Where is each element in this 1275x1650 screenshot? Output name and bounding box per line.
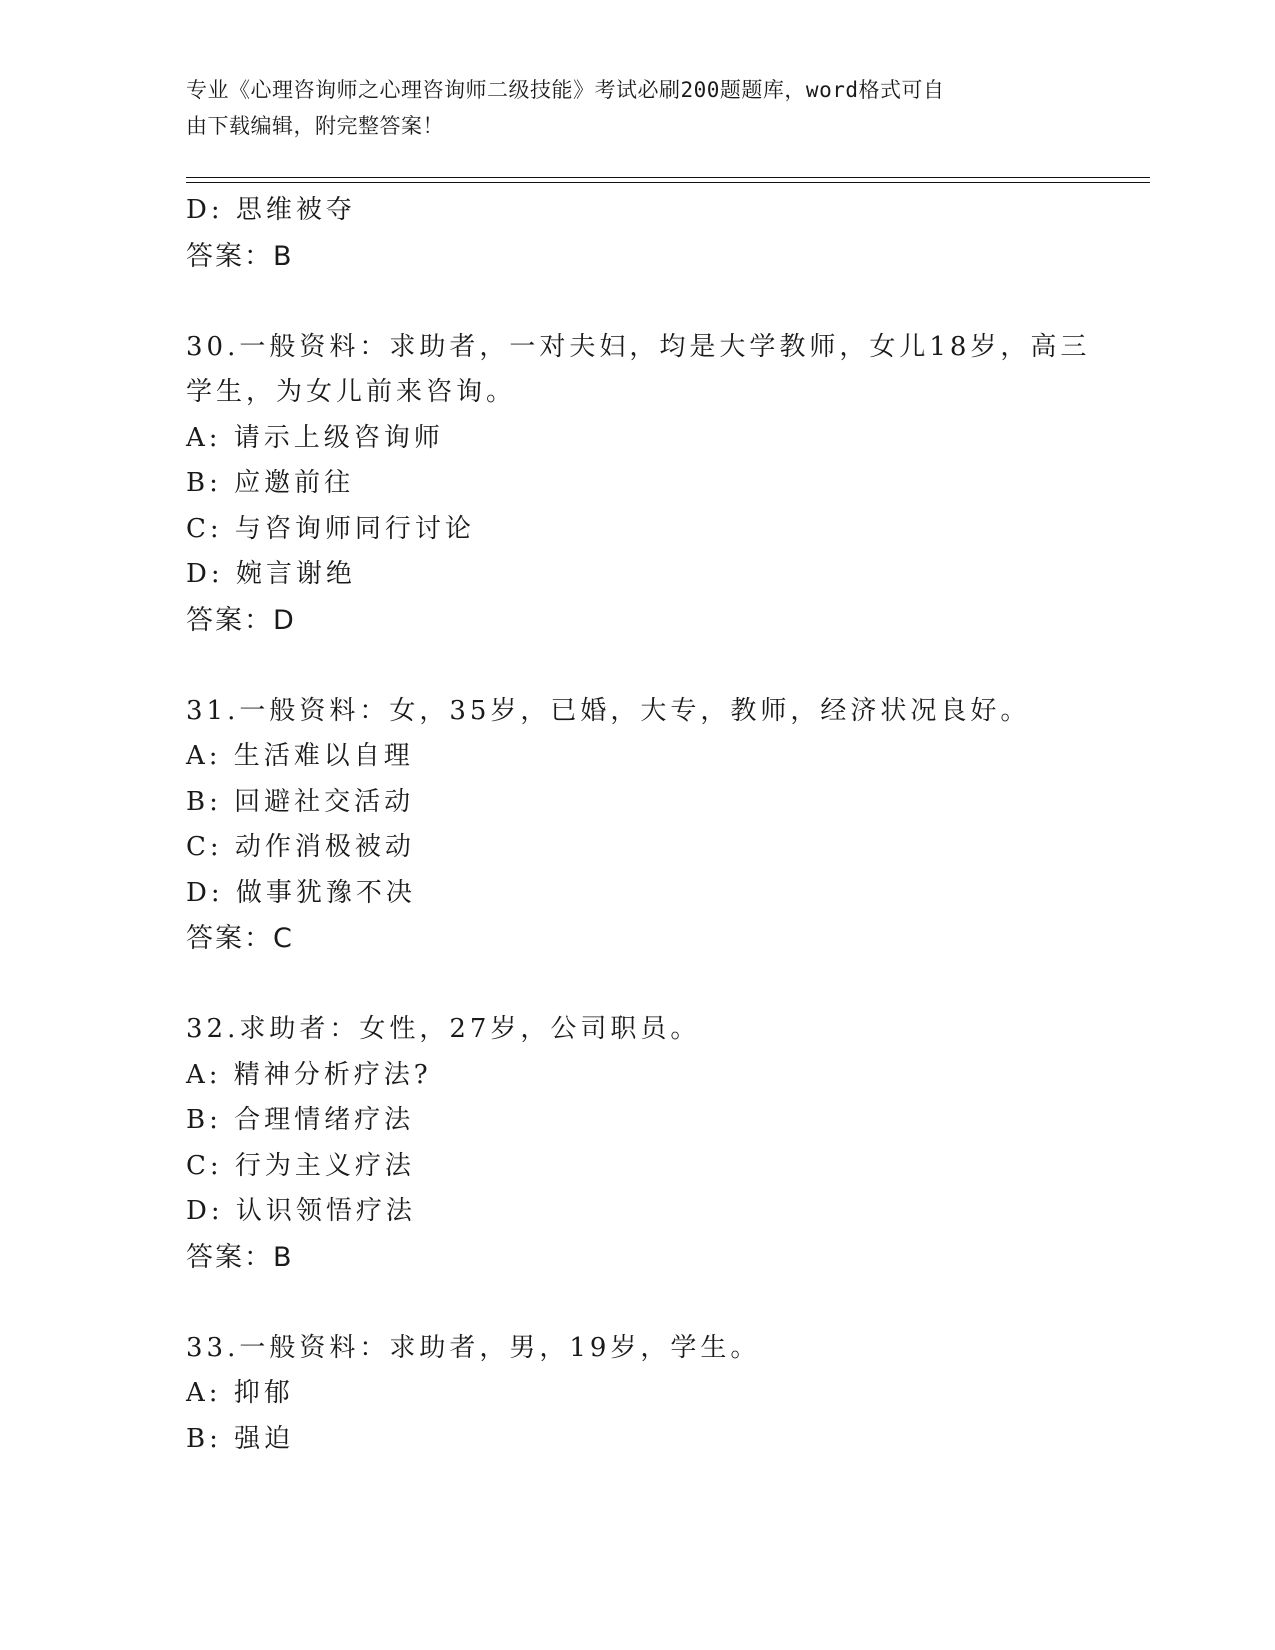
option-a: A: 请示上级咨询师 [186, 422, 444, 453]
option-d: D: 认识领悟疗法 [186, 1196, 416, 1226]
question-stem: 学生，为女儿前来咨询。 [186, 377, 517, 407]
answer: 答案：B [186, 240, 294, 272]
answer: 答案：C [186, 923, 294, 954]
question-stem: 33.一般资料：求助者，男，19岁，学生。 [186, 1332, 761, 1363]
option-d: D: 婉言谢绝 [186, 559, 356, 589]
option-b: B: 应邀前往 [186, 468, 355, 498]
option-d: D: 做事犹豫不决 [186, 877, 416, 908]
question-list [186, 188, 1091, 1462]
option-c: C: 行为主义疗法 [186, 1150, 415, 1181]
answer: 答案：B [186, 1241, 294, 1273]
option-c: C: 动作消极被动 [186, 832, 415, 862]
header-line-2: 由下载编辑，附完整答案！ [186, 114, 444, 138]
question-stem: 31.一般资料：女，35岁，已婚，大专，教师，经济状况良好。 [186, 695, 1031, 726]
option-b: B: 强迫 [186, 1423, 295, 1454]
option-d: D: 思维被夺 [186, 195, 356, 225]
option-b: B: 合理情绪疗法 [186, 1105, 415, 1135]
header-divider-top [186, 177, 1150, 178]
option-a: A: 精神分析疗法? [186, 1059, 432, 1090]
option-b: B: 回避社交活动 [186, 786, 415, 817]
question-stem: 30.一般资料：求助者，一对夫妇，均是大学教师，女儿18岁，高三 [186, 331, 1091, 362]
answer: 答案：D [186, 604, 296, 636]
question-stem: 32.求助者：女性，27岁，公司职员。 [186, 1014, 701, 1044]
header-line-1: 专业《心理咨询师之心理咨询师二级技能》考试必刷200题题库，word格式可自 [186, 78, 945, 102]
option-a: A: 生活难以自理 [186, 741, 414, 771]
option-c: C: 与咨询师同行讨论 [186, 513, 475, 544]
document-header [186, 72, 1066, 144]
header-divider-bottom [186, 182, 1150, 183]
option-a: A: 抑郁 [186, 1378, 294, 1408]
